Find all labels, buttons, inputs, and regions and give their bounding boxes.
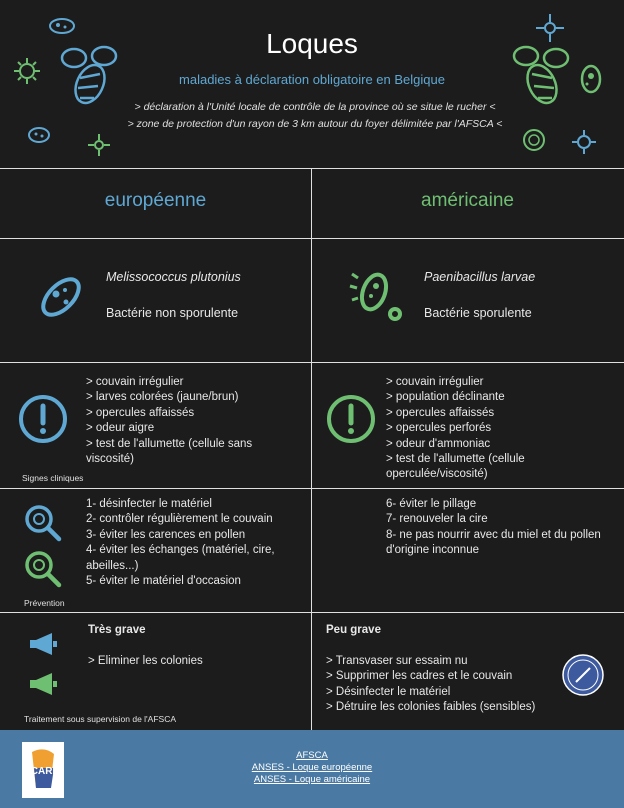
seal-badge-icon	[562, 654, 604, 696]
virus-decor-icon	[572, 130, 596, 154]
page-subtitle: maladies à déclaration obligatoire en Belgique	[179, 72, 445, 87]
list-item: > odeur d'ammoniac	[386, 437, 491, 450]
list-item: > test de l'allumette (cellule sans	[86, 437, 253, 450]
sporulating-bacterium-icon	[344, 264, 404, 324]
list-item: viscosité)	[86, 453, 134, 466]
list-item: > opercules affaissés	[386, 406, 495, 419]
anses-american-link[interactable]: ANSES - Loque américaine	[253, 774, 371, 785]
list-item: 7- renouveler la cire	[386, 513, 488, 526]
megaphone-icon	[26, 632, 60, 656]
table-divider	[0, 168, 624, 169]
bacterium-icon	[36, 272, 86, 322]
treatment-caption: Traitement sous supervision de l'AFSCA	[24, 714, 177, 724]
list-item: > Eliminer les colonies	[88, 655, 203, 667]
molecule-decor-icon	[88, 134, 110, 156]
american-heading: américaine	[421, 190, 514, 211]
european-species: Melissococcus plutonius	[106, 270, 241, 284]
list-item: 6- éviter le pillage	[386, 498, 477, 510]
list-item: > test de l'allumette (cellule	[386, 453, 525, 466]
cell-decor-icon	[522, 128, 546, 152]
magnifier-icon	[22, 548, 62, 588]
table-divider	[0, 238, 624, 239]
list-item: > population déclinante	[386, 391, 505, 404]
list-item: 5- éviter le matériel d'occasion	[86, 575, 241, 588]
protection-zone-note: > zone de protection d'un rayon de 3 km autour du foyer délimitée par l'AFSCA <	[127, 118, 503, 130]
american-species: Paenibacillus larvae	[424, 270, 536, 284]
european-bacteria-type: Bactérie non sporulente	[106, 306, 239, 320]
european-severity: Très grave	[88, 624, 146, 636]
exclamation-icon	[326, 394, 376, 444]
list-item: 2- contrôler régulièrement le couvain	[86, 513, 273, 526]
declaration-note: > déclaration à l'Unité locale de contrôle de la province où se situe le rucher <	[134, 101, 496, 113]
list-item: d'origine inconnue	[386, 544, 479, 557]
list-item: > Détruire les colonies faibles (sensibles)	[326, 701, 536, 714]
microbe-decor-icon	[28, 126, 50, 144]
list-item: 4- éviter les échanges (matériel, cire,	[86, 544, 275, 557]
american-bacteria-type: Bactérie sporulente	[424, 306, 532, 320]
list-item: > Transvaser sur essaim nu	[326, 655, 468, 667]
list-item: 3- éviter les carences en pollen	[86, 528, 246, 541]
american-severity: Peu grave	[326, 624, 381, 636]
list-item: 8- ne pas nourrir avec du miel et du pollen	[386, 528, 601, 541]
list-item: > opercules affaissés	[86, 406, 195, 419]
table-divider	[0, 362, 624, 363]
page-title: Loques	[266, 28, 358, 59]
list-item: > couvain irrégulier	[86, 376, 184, 388]
european-heading: européenne	[104, 190, 207, 211]
megaphone-icon	[26, 672, 60, 696]
signs-caption: Signes cliniques	[22, 473, 84, 483]
list-item: > larves colorées (jaune/brun)	[86, 391, 239, 404]
list-item: > Désinfecter le matériel	[326, 685, 451, 698]
column-divider	[311, 168, 312, 730]
logo-text: CARI	[30, 766, 56, 777]
list-item: operculée/viscosité)	[386, 468, 488, 481]
prevention-caption: Prévention	[24, 598, 65, 608]
anses-european-link[interactable]: ANSES - Loque européenne	[251, 762, 373, 773]
list-item: > odeur aigre	[86, 422, 155, 435]
exclamation-icon	[18, 394, 68, 444]
table-divider	[0, 488, 624, 489]
list-item: > Supprimer les cadres et le couvain	[326, 670, 513, 683]
magnifier-icon	[22, 502, 62, 542]
table-divider	[0, 612, 624, 613]
afsca-link[interactable]: AFSCA	[296, 750, 328, 761]
list-item: 1- désinfecter le matériel	[86, 498, 212, 510]
list-item: > couvain irrégulier	[386, 376, 484, 388]
list-item: abeilles...)	[86, 559, 139, 572]
list-item: > opercules perforés	[386, 422, 492, 435]
